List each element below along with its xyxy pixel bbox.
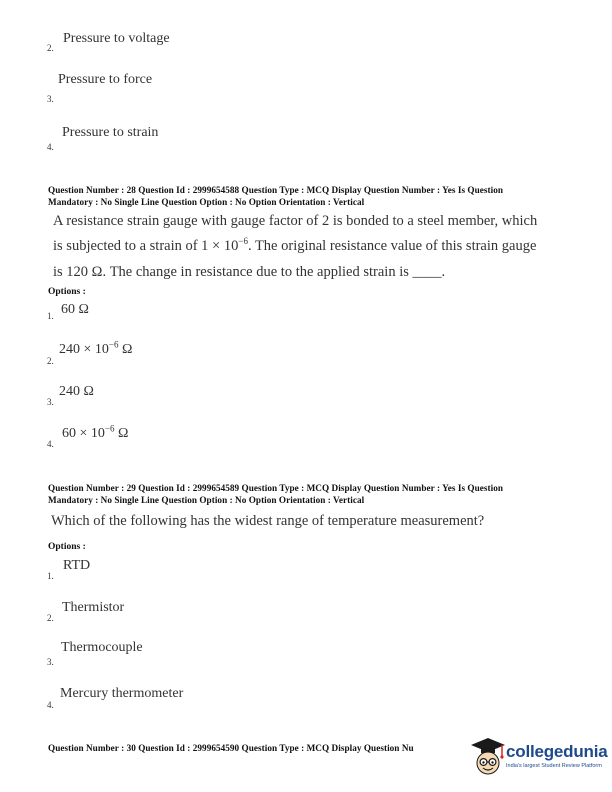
q28-option-3-number: 3. (47, 397, 54, 407)
q28-options-label: Options : (48, 287, 86, 297)
q29-question-text: Which of the following has the widest range of temperature measurement? (51, 513, 485, 529)
q29-option-3-number: 3. (47, 657, 54, 667)
q28-option-1-text: 60 Ω (61, 302, 89, 317)
q28-meta-line1: Question Number : 28 Question Id : 2999654588 Question Type : MCQ Display Question Number : Yes Is Question (48, 185, 504, 195)
q28-option-2-text: $240 \times 10^{-6}$ Ω (59, 339, 133, 357)
prev-option-2-text: Pressure to voltage (63, 31, 170, 46)
q29-meta-line1: Question Number : 29 Question Id : 2999654589 Question Type : MCQ Display Question Number : Yes Is Question (48, 483, 504, 493)
q28-question-line2: is subjected to a strain of $1 \times 10^{-6}$. The original resistance value of this strain gauge (53, 236, 537, 254)
q29-option-3-text: Thermocouple (61, 640, 143, 655)
prev-option-3-number: 3. (47, 94, 54, 104)
q28-option-1-number: 1. (47, 311, 54, 321)
q29-meta-line2: Mandatory : No Single Line Question Option : No Option Orientation : Vertical (48, 495, 365, 505)
graduate-mascot-icon (470, 736, 506, 780)
q29-option-2-text: Thermistor (62, 600, 125, 615)
q29-option-4-number: 4. (47, 700, 54, 710)
q28-option-4-text: $60 \times 10^{-6}$ Ω (62, 423, 129, 441)
q28-meta-line2: Mandatory : No Single Line Question Option : No Option Orientation : Vertical (48, 197, 365, 207)
prev-option-2-number: 2. (47, 43, 54, 53)
prev-option-4-number: 4. (47, 142, 54, 152)
q28-question-line1: A resistance strain gauge with gauge factor of 2 is bonded to a steel member, which (53, 213, 538, 229)
collegedunia-watermark (470, 736, 612, 780)
q29-option-2-number: 2. (47, 613, 54, 623)
collegedunia-tagline: India's largest Student Review Platform (506, 763, 602, 769)
q29-option-1-text: RTD (63, 558, 91, 573)
q30-meta-partial: Question Number : 30 Question Id : 2999654590 Question Type : MCQ Display Question Nu (48, 743, 414, 753)
prev-option-3-text: Pressure to force (58, 72, 153, 87)
q28-option-4-number: 4. (47, 439, 54, 449)
collegedunia-brand-text: collegedunia (506, 742, 608, 761)
q29-option-4-text: Mercury thermometer (60, 686, 184, 701)
q28-option-3-text: 240 Ω (59, 384, 94, 399)
q28-option-2-number: 2. (47, 356, 54, 366)
prev-option-4-text: Pressure to strain (62, 125, 159, 140)
q29-option-1-number: 1. (47, 571, 54, 581)
q29-options-label: Options : (48, 542, 86, 552)
q28-question-line3: is 120 Ω. The change in resistance due to the applied strain is ____. (53, 264, 446, 280)
